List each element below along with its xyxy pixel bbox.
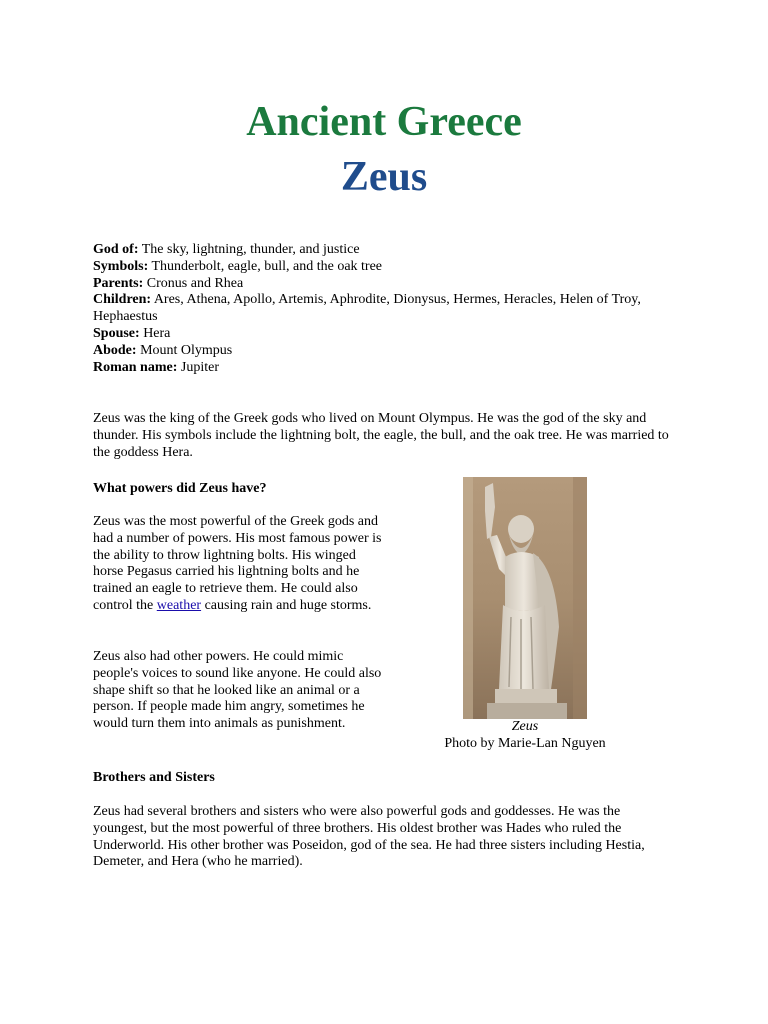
siblings-heading: Brothers and Sisters: [93, 770, 215, 785]
weather-link[interactable]: weather: [156, 597, 202, 613]
fact-symbols: [93, 259, 683, 276]
photo-credit: Photo by Marie-Lan Nguyen: [444, 736, 606, 751]
powers-paragraph-1: [93, 514, 385, 615]
fact-roman-name: [93, 360, 683, 377]
fact-label: Abode:: [93, 342, 137, 358]
fact-spouse: [93, 326, 683, 343]
fact-value: Hera: [139, 325, 171, 341]
fact-value: Ares, Athena, Apollo, Artemis, Aphrodite, Dionysus, Hermes, Heracles, Helen of Troy, Hephaestus: [93, 292, 641, 325]
siblings-paragraph: Zeus had several brothers and sisters who were also powerful gods and goddesses. He was the youngest, but the most powerful of three brothers. His oldest brother was Hades who ruled the Underworld. His other brother was Poseidon, god of the sea. He had three sisters including Hestia, Demeter, and Hera (who he married).: [93, 804, 645, 870]
intro-paragraph: Zeus was the king of the Greek gods who lived on Mount Olympus. He was the god of the sky and thunder. His symbols include the lightning bolt, the eagle, the bull, and the oak tree. He was married to the goddess Hera.: [93, 411, 669, 460]
powers-paragraph-2: Zeus also had other powers. He could mimic people's voices to sound like anyone. He could also shape shift so that he looked like an animal or a person. If people made him angry, sometimes he would turn them into animals as punishment.: [93, 649, 382, 732]
fact-label: Parents:: [93, 275, 144, 291]
fact-label: Symbols:: [93, 258, 149, 274]
fact-label: Spouse:: [93, 325, 140, 341]
powers-text: Zeus was the most powerful of the Greek gods and had a number of powers. His most famous power is the ability to throw lightning bolts. His winged horse Pegasus carried his lightning bolts and he trained an eagle to retrieve them. He could also control the: [93, 514, 382, 613]
zeus-statue-photo: [463, 477, 587, 719]
fact-label: God of:: [93, 242, 139, 257]
powers-text-end: causing rain and huge storms.: [201, 597, 372, 613]
fact-children: [93, 292, 683, 326]
fact-abode: [93, 343, 683, 360]
fact-value: Cronus and Rhea: [143, 275, 244, 291]
page-title: Ancient Greece: [246, 99, 522, 145]
fact-value: The sky, lightning, thunder, and justice: [138, 242, 360, 257]
page-subtitle: Zeus: [340, 154, 428, 200]
photo-caption: Zeus: [511, 719, 539, 734]
powers-heading: What powers did Zeus have?: [93, 481, 267, 496]
fact-label: Children:: [93, 292, 152, 308]
zeus-statue-image: [463, 477, 587, 719]
fact-value: Thunderbolt, eagle, bull, and the oak tree: [148, 258, 383, 274]
fact-value: Jupiter: [177, 359, 219, 375]
fact-god-of: [93, 242, 683, 259]
fact-label: Roman name:: [93, 359, 178, 375]
facts-list: [93, 242, 683, 376]
fact-parents: [93, 276, 683, 293]
fact-value: Mount Olympus: [136, 342, 233, 358]
